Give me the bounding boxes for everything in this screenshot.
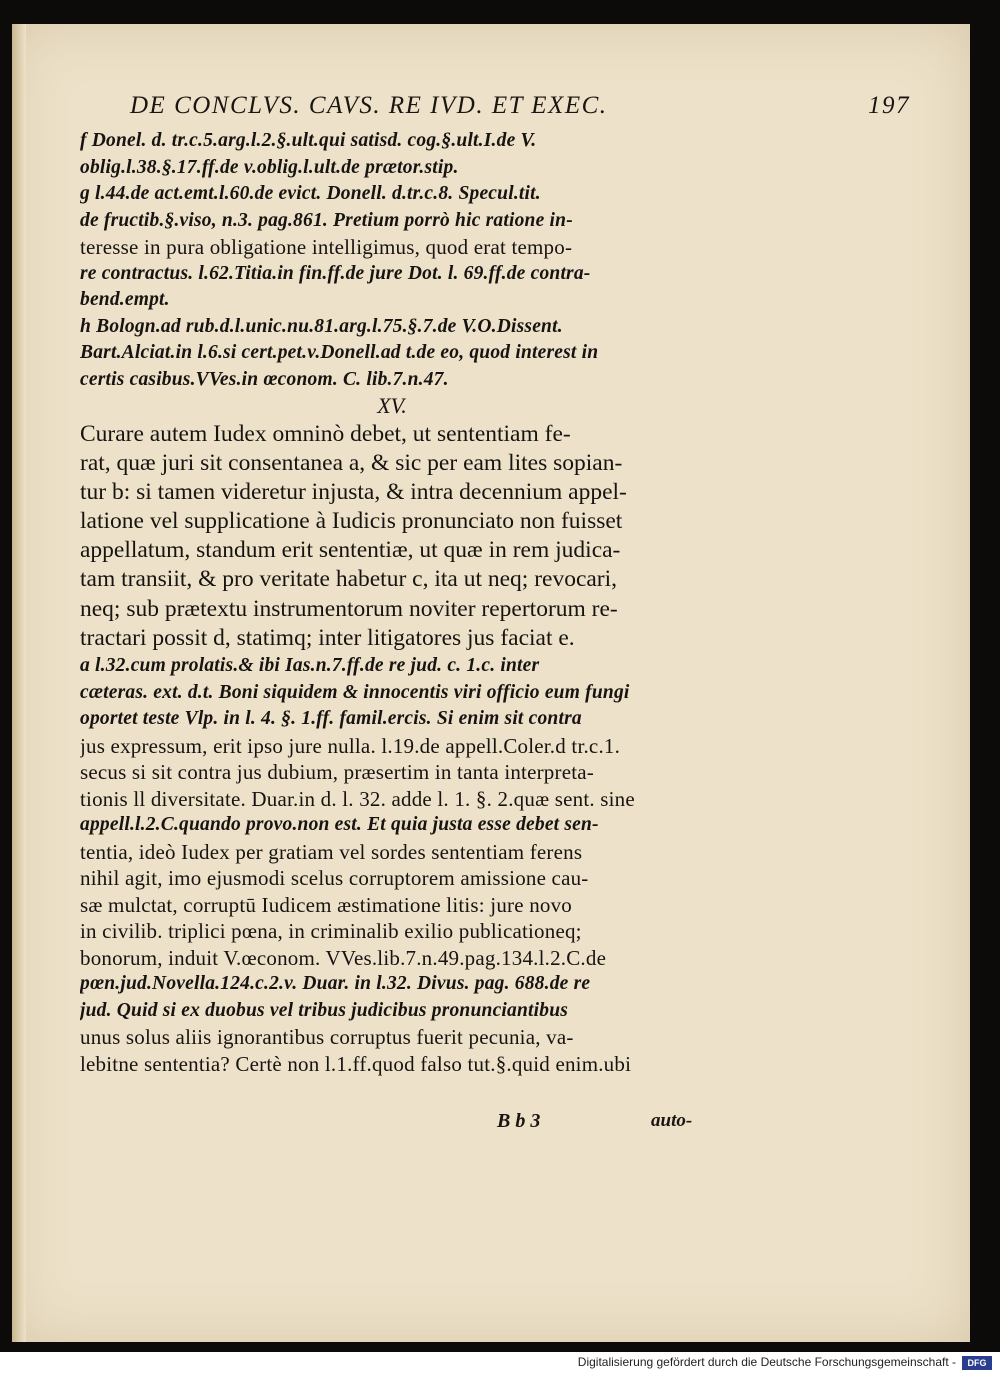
running-header bbox=[130, 92, 910, 132]
footnote-line: bend.empt. bbox=[80, 289, 170, 310]
page-gutter-shadow bbox=[12, 24, 26, 1342]
footnote-line: h Bologn.ad rub.d.l.unic.nu.81.arg.l.75.§.7.de V.O.Dissent. bbox=[80, 315, 563, 337]
footnote-line: g l.44.de act.emt.l.60.de evict. Donell. d.tr.c.8. Specul.tit. bbox=[80, 183, 541, 204]
footnote-line: unus solus aliis ignorantibus corruptus fuerit pecunia, va- bbox=[80, 1025, 574, 1049]
footnote-line: de fructib.§.viso, n.3. pag.861. Pretium porrò hic ratione in- bbox=[80, 209, 573, 231]
attribution-text: Digitalisierung gefördert durch die Deutsche Forschungsgemeinschaft - bbox=[577, 1355, 956, 1369]
footnote-line: appell.l.2.C.quando provo.non est. Et quia justa esse debet sen- bbox=[80, 814, 599, 835]
footnote-line: cæteras. ext. d.t. Boni siquidem & innocentis viri officio eum fungi bbox=[80, 681, 630, 703]
footnote-line: nihil agit, imo ejusmodi scelus corruptorem amissione cau- bbox=[80, 866, 589, 890]
footnote-line: bonorum, induit V.œconom. VVes.lib.7.n.49.pag.134.l.2.C.de bbox=[80, 945, 607, 970]
page-text-block bbox=[62, 128, 722, 1077]
footnote-line: lebitne sententia? Certè non l.1.ff.quod falso tut.§.quid enim.ubi bbox=[80, 1051, 632, 1076]
footnote-line: teresse in pura obligatione intelligimus, quod erat tempo- bbox=[80, 235, 573, 259]
catchword: auto- bbox=[651, 1110, 693, 1131]
attribution-bar bbox=[0, 1352, 1000, 1374]
footnote-line: f Donel. d. tr.c.5.arg.l.2.§.ult.qui satisd. cog.§.ult.I.de V. bbox=[80, 130, 537, 151]
footnote-line: jud. Quid si ex duobus vel tribus judicibus pronunciantibus bbox=[80, 999, 569, 1021]
footnote-line: a l.32.cum prolatis.& ibi Ias.n.7.ff.de re jud. c. 1.c. inter bbox=[80, 655, 540, 676]
dfg-logo-icon: DFG bbox=[962, 1356, 992, 1370]
body-text-line: neq; sub prætextu instrumentorum noviter repertorum re- bbox=[80, 595, 618, 622]
footnote-line: oportet teste Vlp. in l. 4. §. 1.ff. famil.ercis. Si enim sit contra bbox=[80, 708, 582, 729]
footnote-line: pœn.jud.Novella.124.c.2.v. Duar. in l.32. Divus. pag. 688.de re bbox=[80, 973, 591, 994]
running-title: DE CONCLVS. CAVS. RE IVD. ET EXEC. bbox=[130, 92, 608, 119]
footnote-line: Bart.Alciat.in l.6.si cert.pet.v.Donell.ad t.de eo, quod interest in bbox=[80, 342, 599, 363]
body-text-line: tam transiit, & pro veritate habetur c, ita ut neq; revocari, bbox=[80, 566, 618, 593]
body-text-line: Curare autem Iudex omninò debet, ut sententiam fe- bbox=[80, 420, 571, 447]
body-text-line: appellatum, standum erit sententiæ, ut quæ in rem judica- bbox=[80, 537, 621, 564]
section-heading: XV. bbox=[377, 393, 407, 418]
footnote-line: tionis ll diversitate. Duar.in d. l. 32. adde l. 1. §. 2.quæ sent. sine bbox=[80, 786, 635, 811]
footnote-line: secus si sit contra jus dubium, præsertim in tanta interpreta- bbox=[80, 760, 594, 784]
footnote-line: jus expressum, erit ipso jure nulla. l.19.de appell.Coler.d tr.c.1. bbox=[80, 733, 621, 758]
body-text-line: rat, quæ juri sit consentanea a, & sic per eam lites sopian- bbox=[80, 449, 623, 476]
footnote-line: re contractus. l.62.Titia.in fin.ff.de jure Dot. l. 69.ff.de contra- bbox=[80, 262, 591, 284]
page-number: 197 bbox=[868, 92, 910, 119]
footnote-line: tentia, ideò Iudex per gratiam vel sordes sententiam ferens bbox=[80, 839, 583, 864]
footnote-line: sæ mulctat, corruptū Iudicem æstimatione litis: jure novo bbox=[80, 892, 572, 917]
body-text-line: tur b: si tamen videretur injusta, & intra decennium appel- bbox=[80, 478, 627, 505]
body-text-line: latione vel supplicatione à Iudicis pronunciato non fuisset bbox=[80, 508, 623, 535]
footnote-line: oblig.l.38.§.17.ff.de v.oblig.l.ult.de prætor.stip. bbox=[80, 156, 459, 178]
footnote-line: in civilib. triplici pœna, in criminalib exilio publicationeq; bbox=[80, 919, 582, 943]
footnote-line: certis casibus.VVes.in œconom. C. lib.7.n.47. bbox=[80, 368, 449, 390]
signature-mark: B b 3 bbox=[497, 1110, 541, 1132]
body-text-line: tractari possit d, statimq; inter litigatores jus faciat e. bbox=[80, 624, 575, 651]
